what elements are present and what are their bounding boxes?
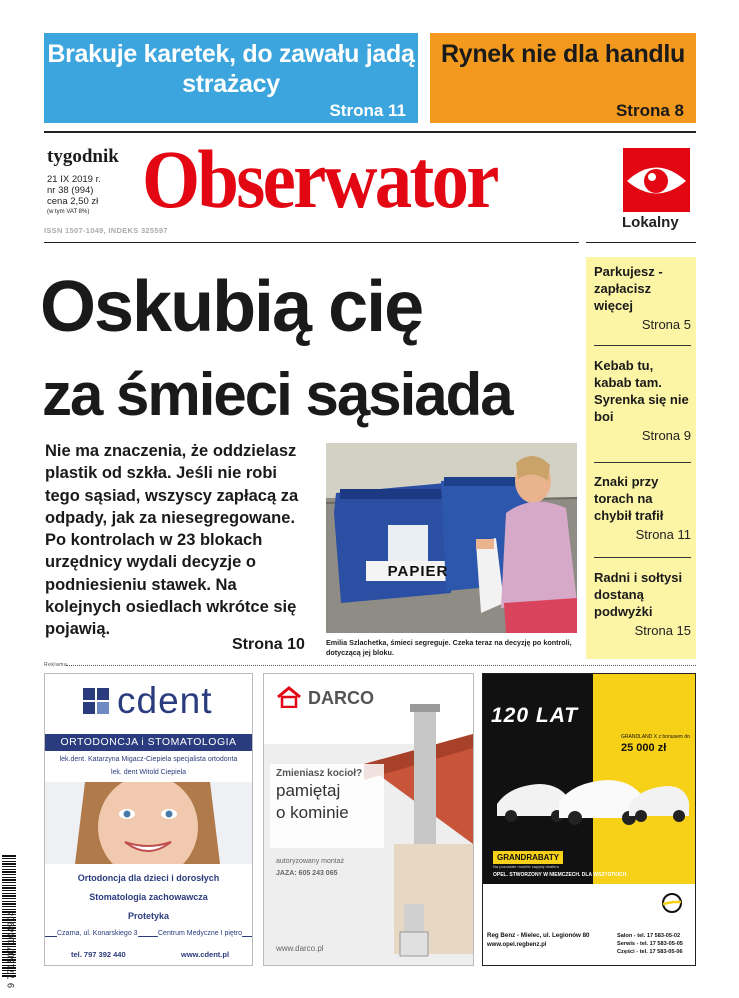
- ad-cdent[interactable]: [44, 673, 253, 966]
- cdent-tagline: ORTODONCJA i STOMATOLOGIA: [45, 734, 252, 751]
- sidebar-separator: [594, 345, 691, 346]
- cdent-photo: [45, 782, 252, 864]
- reklama-divider: [66, 665, 696, 666]
- opel-czesci: Części - tel. 17 583-05-06: [617, 949, 683, 955]
- masthead-logo[interactable]: Obserwator: [142, 133, 497, 225]
- headline-line-1[interactable]: Oskubią cię: [40, 267, 423, 347]
- masthead-rule-bottom-right: [586, 242, 696, 243]
- darco-line-3: o kominie: [276, 803, 349, 822]
- article-photo: [326, 443, 577, 633]
- opel-bonus-label: GRANDLAND X z bonusem do: [621, 734, 690, 740]
- sidebar-item[interactable]: [594, 357, 691, 444]
- eye-logo-icon: [623, 148, 690, 212]
- cdent-address-2: Centrum Medyczne I piętro: [158, 930, 243, 937]
- sidebar-item-title: Parkujesz - zapłacisz więcej: [594, 264, 663, 313]
- teaser-title: Rynek nie dla handlu: [440, 40, 686, 68]
- masthead-tygodnik: tygodnik: [47, 146, 119, 167]
- ad-opel[interactable]: [482, 673, 696, 966]
- teaser-banner-left[interactable]: [44, 33, 418, 123]
- sidebar-item-page: Strona 9: [641, 428, 691, 443]
- darco-dealer: autoryzowany montaż: [276, 858, 345, 865]
- sidebar-item[interactable]: [594, 473, 691, 543]
- cdent-doctor-2: lek. dent Witold Ciepiela: [110, 769, 187, 776]
- masthead-rule-bottom: [44, 242, 579, 243]
- sidebar-item-page: Strona 15: [634, 623, 691, 638]
- lead-page[interactable]: Strona 10: [232, 636, 305, 653]
- opel-logo-icon: [661, 892, 683, 914]
- darco-message: [270, 764, 384, 848]
- cdent-doctor-1: lek.dent. Katarzyna Migacz-Ciepiela specjalista ortodonta: [59, 756, 238, 763]
- opel-slogan: OPEL. STWORZONY W NIEMCZECH. DLA WSZYSTKICH.: [493, 872, 628, 878]
- sidebar-item-page: Strona 11: [635, 527, 691, 542]
- sidebar-item[interactable]: [594, 263, 691, 333]
- lead-text: Nie ma znaczenia, że oddzielasz plastik od szkła. Jeśli nie robi tego sąsiad, wszyscy zapłacą za odpady, jak za niesegregowane. Po kontrolach w 23 blokach urzędnicy wydali decyzje o podniesieniu stawek. Na kolejnych osiedlach wkrótce się pojawią.: [45, 442, 299, 639]
- opel-dealer: Reg Benz - Mielec, ul. Legionów 80: [487, 932, 590, 939]
- headline-line-2[interactable]: za śmieci sąsiada: [42, 361, 512, 428]
- opel-web[interactable]: www.opel.regbenz.pl: [487, 942, 547, 948]
- photo-caption: Emilia Szlachetka, śmieci segreguje. Czeka teraz na decyzję po kontroli, dotyczącą jej bloku.: [326, 638, 572, 657]
- opel-salon: Salon - tel. 17 583-05-02: [617, 933, 681, 939]
- cdent-address-1: Czarna, ul. Konarskiego 3: [57, 930, 138, 937]
- issue-vat: (w tym VAT 8%): [47, 209, 90, 215]
- cdent-service: Ortodoncja dla dzieci i dorosłych: [77, 873, 220, 883]
- issue-number: nr 38 (994): [47, 185, 94, 196]
- sidebar-item[interactable]: [594, 569, 691, 639]
- opel-bonus: 25 000 zł: [621, 742, 667, 754]
- reklama-label: Reklama: [44, 662, 68, 668]
- darco-logo: DARCO: [308, 688, 374, 708]
- teaser-page: Strona 8: [615, 101, 684, 120]
- ad-darco[interactable]: [263, 673, 474, 966]
- masthead-lokalny: Lokalny: [622, 214, 679, 231]
- opel-promo: GRANDRABATY: [493, 851, 563, 864]
- sidebar-separator: [594, 557, 691, 558]
- sidebar-item-title: Znaki przy torach na chybił trafił: [594, 474, 664, 523]
- teaser-page: Strona 11: [329, 101, 406, 120]
- cdent-phone[interactable]: tel. 797 392 440: [71, 950, 126, 959]
- cdent-service: Protetyka: [127, 911, 170, 921]
- darco-line-2: pamiętaj: [276, 781, 341, 800]
- opel-serwis: Serwis - tel. 17 583-05-05: [617, 941, 683, 947]
- darco-line-1: Zmieniasz kocioł?: [276, 768, 363, 779]
- teaser-banner-right[interactable]: [430, 33, 696, 123]
- opel-headline: 120 LAT: [491, 704, 579, 727]
- cdent-services: [45, 869, 252, 926]
- cdent-service: Stomatologia zachowawcza: [89, 892, 208, 902]
- issue-price: cena 2,50 zł: [47, 196, 99, 207]
- cdent-logo-icon: [83, 688, 111, 716]
- bin-label: PAPIER: [387, 563, 449, 580]
- cdent-web[interactable]: www.cdent.pl: [181, 950, 230, 959]
- sidebar-item-page: Strona 5: [641, 317, 691, 332]
- sidebar-item-title: Kebab tu, kabab tam. Syrenka się nie boi: [594, 358, 689, 424]
- cdent-logo: cdent: [117, 680, 213, 721]
- issue-date: 21 IX 2019 r.: [47, 174, 101, 185]
- issn: ISSN 1507-1049, INDEKS 325597: [44, 226, 168, 235]
- darco-web[interactable]: www.darco.pl: [276, 944, 324, 953]
- darco-contact[interactable]: JAZA: 605 243 065: [276, 870, 338, 877]
- opel-promo-sub: Na pozostałe modele zapytaj dealera: [493, 864, 559, 869]
- teaser-title: Brakuje karetek, do zawału jadą strażacy: [47, 40, 415, 98]
- opel-cars: [489, 774, 689, 829]
- opel-contacts: [617, 932, 683, 956]
- sidebar-teasers: [586, 257, 696, 659]
- sidebar-item-title: Radni i sołtysi dostaną podwyżki: [594, 570, 683, 619]
- barcode-number: 9 771507 104904: [6, 910, 16, 988]
- sidebar-separator: [594, 462, 691, 463]
